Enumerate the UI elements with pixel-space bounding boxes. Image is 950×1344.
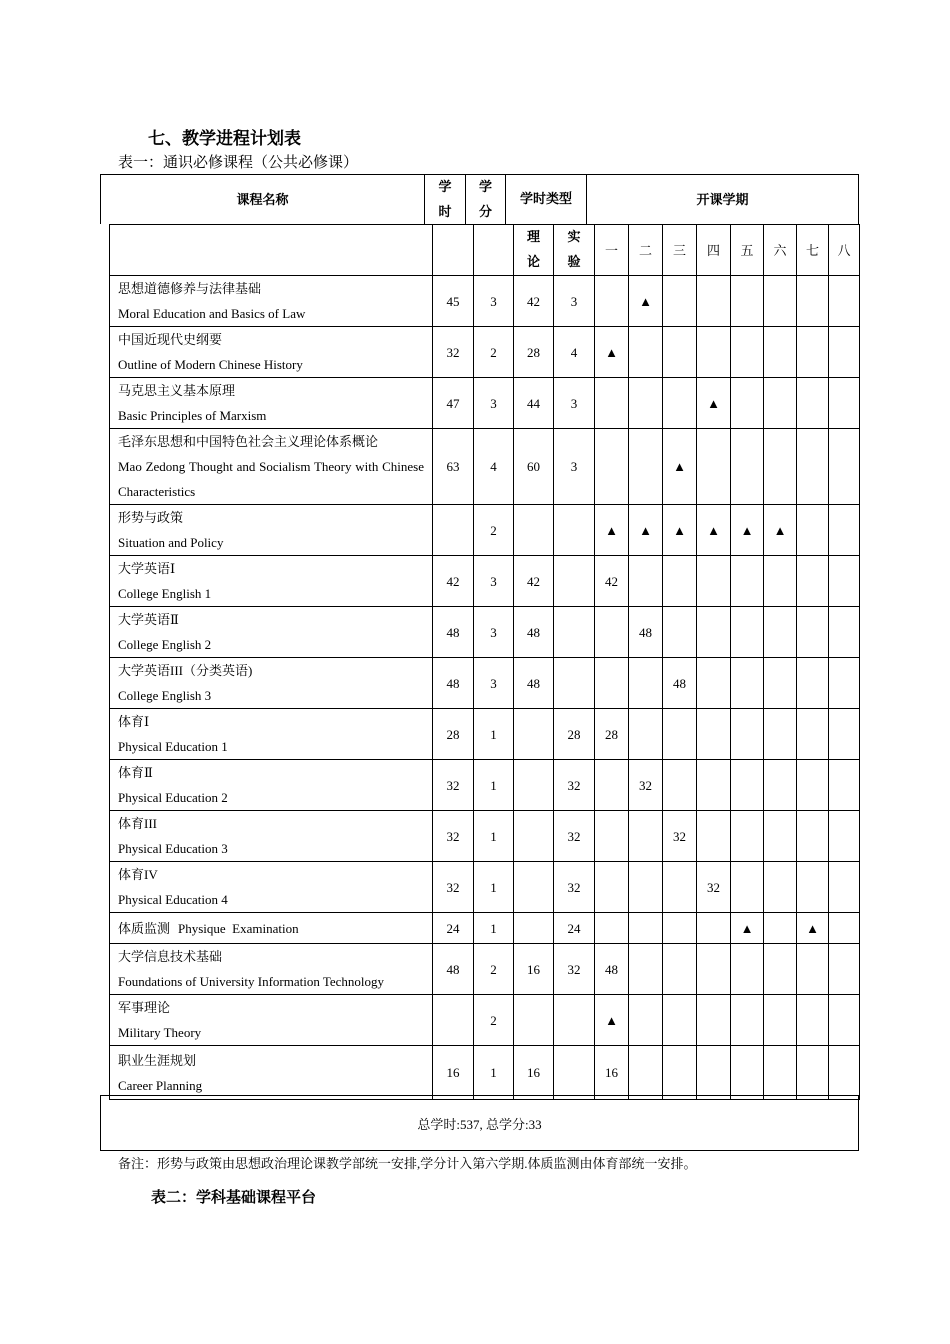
table-row	[110, 276, 860, 327]
course-name-cn: 毛泽东思想和中国特色社会主义理论体系概论	[118, 434, 379, 449]
course-lab: 3	[554, 276, 595, 327]
semester-cell	[697, 811, 731, 862]
course-theory	[514, 505, 554, 556]
semester-cell	[797, 1046, 829, 1100]
semester-cell	[697, 276, 731, 327]
course-credits: 2	[474, 995, 514, 1046]
course-name-cell	[110, 327, 433, 378]
semester-cell	[829, 378, 860, 429]
course-theory	[514, 995, 554, 1046]
course-name-en: Foundations of University Information Technology	[118, 974, 385, 989]
course-name-en: Moral Education and Basics of Law	[118, 306, 306, 321]
course-hours: 32	[433, 327, 474, 378]
footnote: 备注：形势与政策由思想政治理论课教学部统一安排,学分计入第六学期.体质监测由体育部统一安排。	[118, 1156, 697, 1171]
course-theory	[514, 862, 554, 913]
semester-cell	[764, 607, 797, 658]
course-lab: 32	[554, 862, 595, 913]
semester-cell	[797, 658, 829, 709]
course-hours: 28	[433, 709, 474, 760]
course-name-en: Physical Education 1	[118, 739, 228, 754]
semester-cell: 16	[595, 1046, 629, 1100]
course-name-cell	[110, 276, 433, 327]
course-name-cell	[110, 913, 433, 944]
course-lab	[554, 505, 595, 556]
semester-marker: ▲	[595, 995, 629, 1046]
course-table	[109, 224, 860, 1100]
semester-cell	[629, 1046, 663, 1100]
course-name-en: Military Theory	[118, 1025, 202, 1040]
table-row	[110, 378, 860, 429]
semester-cell	[764, 429, 797, 505]
course-name-en: Situation and Policy	[118, 535, 224, 550]
table-row	[110, 913, 860, 944]
course-name-en: College English 2	[118, 637, 212, 652]
course-hours: 63	[433, 429, 474, 505]
semester-cell	[731, 862, 764, 913]
course-lab: 3	[554, 378, 595, 429]
course-hours: 48	[433, 658, 474, 709]
semester-cell	[663, 276, 697, 327]
subheader-row	[110, 225, 860, 276]
course-hours	[433, 995, 474, 1046]
course-lab: 32	[554, 944, 595, 995]
semester-cell	[663, 913, 697, 944]
semester-cell	[595, 658, 629, 709]
course-name-cell	[110, 995, 433, 1046]
semester-cell	[829, 913, 860, 944]
table-caption: 表一：通识必修课程（公共必修课）	[118, 153, 359, 171]
semester-cell	[663, 760, 697, 811]
semester-cell	[764, 327, 797, 378]
semester-cell	[797, 556, 829, 607]
course-lab: 4	[554, 327, 595, 378]
course-hours: 32	[433, 862, 474, 913]
course-name-cn: 马克思主义基本原理	[118, 383, 236, 398]
semester-cell	[731, 811, 764, 862]
table-row	[110, 658, 860, 709]
course-hours: 48	[433, 607, 474, 658]
course-hours	[433, 505, 474, 556]
semester-cell	[731, 658, 764, 709]
semester-cell	[731, 429, 764, 505]
table-row	[110, 607, 860, 658]
header-hours-line1: 学	[438, 180, 452, 195]
semester-cell: 48	[595, 944, 629, 995]
semester-cell	[797, 607, 829, 658]
semester-cell	[797, 995, 829, 1046]
course-credits: 1	[474, 811, 514, 862]
total-summary: 总学时:537, 总学分:33	[100, 1095, 859, 1151]
course-name-en: Physical Education 2	[118, 790, 228, 805]
semester-cell	[731, 995, 764, 1046]
semester-cell	[764, 658, 797, 709]
semester-cell	[663, 556, 697, 607]
semester-cell	[764, 556, 797, 607]
course-name-cell	[110, 862, 433, 913]
semester-marker: ▲	[595, 327, 629, 378]
course-theory	[514, 913, 554, 944]
semester-cell	[629, 944, 663, 995]
semester-cell	[697, 944, 731, 995]
table-row	[110, 944, 860, 995]
semester-cell	[697, 327, 731, 378]
next-table-title: 表二：学科基础课程平台	[151, 1188, 317, 1206]
semester-cell	[697, 913, 731, 944]
semester-cell	[829, 862, 860, 913]
table-row	[110, 1046, 860, 1100]
course-lab: 3	[554, 429, 595, 505]
course-name-cn: 体质监测	[118, 920, 171, 936]
course-theory: 16	[514, 1046, 554, 1100]
course-name-cell	[110, 607, 433, 658]
semester-cell	[629, 658, 663, 709]
header-hours	[424, 175, 465, 225]
table-row	[110, 862, 860, 913]
course-credits: 2	[474, 944, 514, 995]
header-credits	[465, 175, 505, 225]
table-row	[110, 709, 860, 760]
semester-cell	[764, 760, 797, 811]
course-name-cell	[110, 658, 433, 709]
semester-cell	[829, 327, 860, 378]
course-theory: 16	[514, 944, 554, 995]
semester-label: 六	[764, 225, 797, 276]
semester-cell	[697, 607, 731, 658]
semester-cell	[797, 276, 829, 327]
semester-cell: 48	[629, 607, 663, 658]
semester-cell	[829, 429, 860, 505]
semester-label: 五	[731, 225, 764, 276]
course-hours: 32	[433, 760, 474, 811]
course-credits: 2	[474, 327, 514, 378]
semester-cell	[629, 862, 663, 913]
semester-cell: 32	[697, 862, 731, 913]
course-credits: 3	[474, 658, 514, 709]
semester-cell	[663, 995, 697, 1046]
semester-marker: ▲	[595, 505, 629, 556]
course-credits: 1	[474, 1046, 514, 1100]
course-name-en: Basic Principles of Marxism	[118, 408, 267, 423]
subheader-blank	[474, 225, 514, 276]
subheader-theory	[514, 225, 554, 276]
course-credits: 3	[474, 276, 514, 327]
semester-label: 一	[595, 225, 629, 276]
table-row	[110, 995, 860, 1046]
semester-cell	[697, 995, 731, 1046]
semester-cell	[829, 995, 860, 1046]
semester-cell	[629, 378, 663, 429]
course-name-cell	[110, 378, 433, 429]
course-name-en: Physique Examination	[178, 920, 299, 936]
semester-cell	[797, 944, 829, 995]
semester-cell	[829, 760, 860, 811]
subheader-lab	[554, 225, 595, 276]
semester-cell	[764, 276, 797, 327]
semester-marker: ▲	[731, 505, 764, 556]
course-name-cn: 体育III	[118, 816, 157, 831]
semester-cell	[731, 944, 764, 995]
semester-cell	[731, 709, 764, 760]
semester-cell	[797, 811, 829, 862]
semester-cell	[697, 556, 731, 607]
course-lab	[554, 995, 595, 1046]
semester-cell	[697, 709, 731, 760]
semester-cell	[731, 1046, 764, 1100]
header-hour-type: 学时类型	[505, 175, 586, 225]
course-credits: 4	[474, 429, 514, 505]
semester-marker: ▲	[697, 378, 731, 429]
course-name-cell	[110, 556, 433, 607]
course-lab	[554, 607, 595, 658]
semester-cell	[829, 1046, 860, 1100]
course-hours: 47	[433, 378, 474, 429]
semester-cell: 42	[595, 556, 629, 607]
semester-cell	[595, 811, 629, 862]
course-name-en: Mao Zedong Thought and Socialism Theory with Chinese Characteristics	[118, 459, 424, 499]
header-course-name: 课程名称	[236, 192, 289, 208]
semester-cell	[595, 913, 629, 944]
course-name-cn: 体育IV	[118, 867, 158, 882]
semester-cell	[829, 607, 860, 658]
table-row	[110, 811, 860, 862]
subheader-theory-line2: 论	[526, 255, 540, 270]
semester-cell	[829, 944, 860, 995]
semester-marker: ▲	[629, 505, 663, 556]
semester-cell	[731, 327, 764, 378]
subheader-blank	[433, 225, 474, 276]
course-name-cn: 思想道德修养与法律基础	[118, 281, 262, 296]
semester-cell	[829, 276, 860, 327]
header-semesters: 开课学期	[586, 175, 858, 225]
course-theory: 42	[514, 276, 554, 327]
semester-cell	[663, 607, 697, 658]
semester-cell	[764, 1046, 797, 1100]
course-name-cell	[110, 1046, 433, 1100]
course-hours: 16	[433, 1046, 474, 1100]
course-credits: 3	[474, 607, 514, 658]
course-credits: 1	[474, 913, 514, 944]
course-name-cell	[110, 944, 433, 995]
course-hours: 24	[433, 913, 474, 944]
course-name-cn: 体育Ⅱ	[118, 765, 153, 780]
course-credits: 3	[474, 556, 514, 607]
course-theory: 48	[514, 658, 554, 709]
semester-label: 三	[663, 225, 697, 276]
semester-label: 七	[797, 225, 829, 276]
semester-marker: ▲	[797, 913, 829, 944]
semester-cell	[629, 913, 663, 944]
semester-label: 八	[829, 225, 860, 276]
course-credits: 1	[474, 760, 514, 811]
course-name-cell	[110, 811, 433, 862]
header-credits-line2: 分	[478, 205, 492, 220]
course-lab: 32	[554, 811, 595, 862]
course-hours: 48	[433, 944, 474, 995]
course-credits: 2	[474, 505, 514, 556]
semester-cell	[797, 709, 829, 760]
header-hours-line2: 时	[438, 205, 452, 220]
semester-cell	[829, 658, 860, 709]
semester-cell	[697, 1046, 731, 1100]
semester-marker: ▲	[629, 276, 663, 327]
section-title: 七、教学进程计划表	[148, 129, 301, 149]
semester-cell	[829, 505, 860, 556]
semester-cell	[629, 429, 663, 505]
semester-cell	[629, 327, 663, 378]
semester-cell	[731, 276, 764, 327]
table-row	[110, 556, 860, 607]
subheader-lab-line1: 实	[567, 230, 581, 245]
semester-cell: 48	[663, 658, 697, 709]
semester-cell	[797, 760, 829, 811]
course-credits: 1	[474, 862, 514, 913]
table-row	[110, 429, 860, 505]
course-theory: 44	[514, 378, 554, 429]
semester-cell	[595, 607, 629, 658]
course-hours: 32	[433, 811, 474, 862]
semester-marker: ▲	[764, 505, 797, 556]
semester-cell: 28	[595, 709, 629, 760]
semester-marker: ▲	[663, 429, 697, 505]
course-theory	[514, 811, 554, 862]
course-name-cn: 形势与政策	[118, 510, 184, 525]
course-name-en: College English 1	[118, 586, 212, 601]
semester-cell	[797, 327, 829, 378]
semester-cell	[764, 862, 797, 913]
semester-cell: 32	[629, 760, 663, 811]
semester-cell	[764, 944, 797, 995]
semester-cell	[595, 429, 629, 505]
course-name-cn: 大学英语III（分类英语)	[118, 663, 253, 678]
course-theory: 42	[514, 556, 554, 607]
semester-cell	[697, 760, 731, 811]
semester-cell	[629, 811, 663, 862]
semester-cell	[663, 709, 697, 760]
course-name-cn: 大学英语Ⅱ	[118, 612, 179, 627]
semester-cell	[595, 378, 629, 429]
semester-cell	[829, 709, 860, 760]
semester-cell	[663, 378, 697, 429]
course-name-en: Outline of Modern Chinese History	[118, 357, 303, 372]
table-row	[110, 505, 860, 556]
semester-marker: ▲	[697, 505, 731, 556]
course-name-en: Physical Education 3	[118, 841, 228, 856]
semester-cell	[797, 378, 829, 429]
course-name-cell	[110, 760, 433, 811]
semester-cell	[764, 709, 797, 760]
subheader-lab-line2: 验	[567, 255, 581, 270]
subheader-theory-line1: 理	[526, 230, 540, 245]
course-lab: 32	[554, 760, 595, 811]
semester-cell	[731, 760, 764, 811]
semester-cell	[829, 556, 860, 607]
course-theory: 60	[514, 429, 554, 505]
semester-cell	[629, 709, 663, 760]
course-name-cn: 大学信息技术基础	[118, 949, 223, 964]
table-header-top	[100, 174, 859, 224]
course-lab: 24	[554, 913, 595, 944]
course-theory	[514, 709, 554, 760]
table-row	[110, 760, 860, 811]
course-hours: 45	[433, 276, 474, 327]
semester-cell	[829, 811, 860, 862]
semester-cell	[797, 862, 829, 913]
semester-cell	[595, 862, 629, 913]
semester-cell	[764, 913, 797, 944]
semester-cell	[663, 1046, 697, 1100]
course-name-en: Physical Education 4	[118, 892, 228, 907]
course-credits: 3	[474, 378, 514, 429]
course-theory: 48	[514, 607, 554, 658]
course-name-cn: 职业生涯规划	[118, 1052, 197, 1068]
semester-cell	[697, 429, 731, 505]
course-lab	[554, 1046, 595, 1100]
course-theory: 28	[514, 327, 554, 378]
subheader-blank	[110, 225, 433, 276]
semester-cell	[629, 995, 663, 1046]
semester-cell	[731, 556, 764, 607]
semester-cell	[764, 995, 797, 1046]
header-credits-line1: 学	[478, 180, 492, 195]
semester-cell	[764, 811, 797, 862]
course-lab: 28	[554, 709, 595, 760]
table-row	[110, 327, 860, 378]
course-hours: 42	[433, 556, 474, 607]
course-name-cn: 体育Ⅰ	[118, 714, 150, 729]
semester-cell	[629, 556, 663, 607]
course-name-cell	[110, 709, 433, 760]
course-theory	[514, 760, 554, 811]
semester-cell	[764, 378, 797, 429]
semester-marker: ▲	[731, 913, 764, 944]
semester-cell	[797, 505, 829, 556]
course-lab	[554, 658, 595, 709]
course-lab	[554, 556, 595, 607]
semester-cell: 32	[663, 811, 697, 862]
semester-cell	[595, 276, 629, 327]
semester-label: 二	[629, 225, 663, 276]
semester-label: 四	[697, 225, 731, 276]
semester-cell	[731, 378, 764, 429]
course-name-cell	[110, 429, 433, 505]
course-name-cell	[110, 505, 433, 556]
semester-marker: ▲	[663, 505, 697, 556]
course-name-en: College English 3	[118, 688, 212, 703]
semester-cell	[663, 327, 697, 378]
course-name-en: Career Planning	[118, 1077, 203, 1093]
semester-cell	[663, 944, 697, 995]
semester-cell	[731, 607, 764, 658]
semester-cell	[797, 429, 829, 505]
semester-cell	[595, 760, 629, 811]
semester-cell	[697, 658, 731, 709]
course-name-cn: 军事理论	[118, 1000, 171, 1015]
semester-cell	[663, 862, 697, 913]
course-credits: 1	[474, 709, 514, 760]
course-name-cn: 大学英语Ⅰ	[118, 561, 176, 576]
course-name-cn: 中国近现代史纲要	[118, 332, 223, 347]
